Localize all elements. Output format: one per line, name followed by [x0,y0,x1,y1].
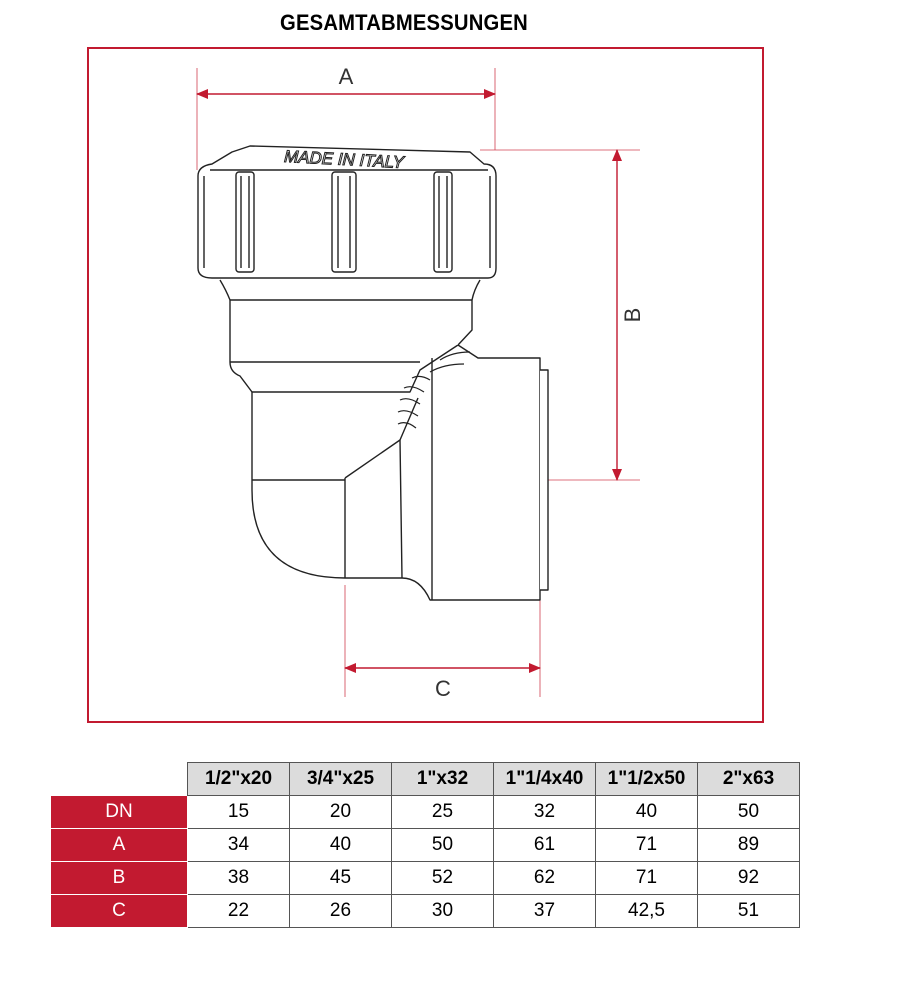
table-cell: 15 [188,796,290,829]
column-header: 2"x63 [698,763,800,796]
table-cell: 61 [494,829,596,862]
dimension-a-label: A [338,64,354,89]
table-cell: 45 [290,862,392,895]
table-row [51,796,800,829]
column-header: 1"1/2x50 [596,763,698,796]
table-cell: 20 [290,796,392,829]
table-cell: 32 [494,796,596,829]
table-cell: 30 [392,895,494,928]
row-label: B [51,862,188,895]
table-cell: 26 [290,895,392,928]
column-header: 1"x32 [392,763,494,796]
fitting-body [212,276,548,600]
column-header: 3/4"x25 [290,763,392,796]
table-cell: 71 [596,829,698,862]
table-cell: 37 [494,895,596,928]
table-cell: 92 [698,862,800,895]
row-label: A [51,829,188,862]
table-cell: 51 [698,895,800,928]
table-cell: 62 [494,862,596,895]
table-cell: 42,5 [596,895,698,928]
dimension-b-label: B [620,307,645,323]
table-cell: 34 [188,829,290,862]
row-label: C [51,895,188,928]
table-cell: 22 [188,895,290,928]
table-cell: 40 [596,796,698,829]
table-cell: 89 [698,829,800,862]
table-cell: 40 [290,829,392,862]
page-title: GESAMTABMESSUNGEN [280,10,528,35]
dimensions-table [50,762,800,928]
table-header-row [51,763,800,796]
column-header: 1/2"x20 [188,763,290,796]
table-corner-cell [51,763,188,796]
dimension-c-label: C [435,676,451,701]
table-row [51,895,800,928]
row-label: DN [51,796,188,829]
table-cell: 25 [392,796,494,829]
table-cell: 50 [392,829,494,862]
table-cell: 38 [188,862,290,895]
table-row [51,862,800,895]
table-row [51,829,800,862]
table-cell: 50 [698,796,800,829]
made-in-italy-engraving: MADE IN ITALY [283,146,405,173]
column-header: 1"1/4x40 [494,763,596,796]
table-cell: 71 [596,862,698,895]
table-cell: 52 [392,862,494,895]
